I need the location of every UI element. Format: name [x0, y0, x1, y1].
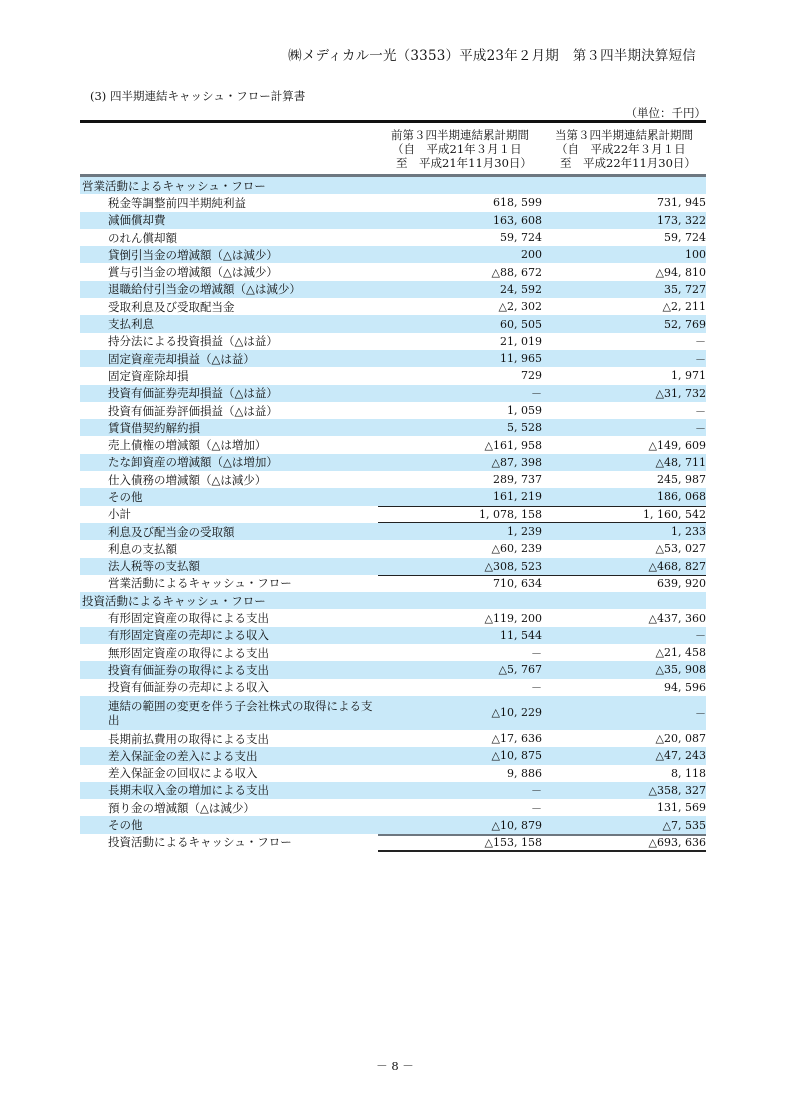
column-headers: [80, 123, 706, 174]
table-row: [80, 229, 706, 246]
row-label: 利息の支払額: [108, 541, 177, 556]
table-row: [80, 436, 706, 453]
value-prev-period: 60, 505: [500, 317, 542, 331]
value-prev-period: △2, 302: [498, 300, 542, 314]
value-current-period: －: [695, 706, 706, 720]
value-prev-period: 1, 078, 158: [479, 507, 542, 521]
value-prev-period: 5, 528: [507, 421, 542, 435]
column-header-prev-line: （自 平成21年３月１日: [392, 142, 522, 156]
value-prev-period: 161, 219: [493, 490, 542, 504]
value-prev-period: △308, 523: [484, 559, 542, 573]
table-row: [80, 419, 706, 436]
table-row: [80, 765, 706, 782]
table-row: [80, 799, 706, 816]
table-row: [80, 402, 706, 419]
value-prev-period: 618, 599: [493, 196, 542, 210]
table-row: [80, 298, 706, 315]
table-row: [80, 212, 706, 229]
value-current-period: △20, 087: [655, 732, 706, 746]
value-prev-period: 710, 634: [493, 576, 542, 590]
table-row: [80, 627, 706, 644]
value-prev-period: △5, 767: [498, 663, 542, 677]
table-row: [80, 263, 706, 280]
section-header-row: [80, 592, 706, 609]
value-prev-period: △60, 239: [491, 542, 542, 556]
table-row: [80, 454, 706, 471]
value-current-period: 1, 233: [671, 525, 706, 539]
table-row: [80, 679, 706, 696]
value-prev-period: 289, 737: [493, 473, 542, 487]
table-row: [80, 661, 706, 678]
value-current-period: △149, 609: [648, 438, 706, 452]
section-title: (3) 四半期連結キャッシュ・フロー計算書: [90, 89, 306, 103]
value-current-period: －: [695, 335, 706, 349]
value-current-period: △48, 711: [655, 455, 706, 469]
value-prev-period: 11, 965: [500, 352, 542, 366]
value-prev-period: －: [531, 387, 542, 401]
column-header-prev-line: 前第３四半期連結累計期間: [391, 128, 529, 142]
value-prev-period: 1, 239: [507, 525, 542, 539]
cash-flow-table: [80, 120, 706, 851]
table-row: [80, 834, 706, 851]
value-prev-period: －: [531, 646, 542, 660]
value-current-period: △31, 732: [655, 386, 706, 400]
table-row: [80, 558, 706, 575]
value-current-period: △437, 360: [648, 611, 706, 625]
table-row: [80, 644, 706, 661]
value-current-period: △468, 827: [648, 559, 706, 573]
value-current-period: △2, 211: [662, 300, 706, 314]
value-prev-period: 1, 059: [507, 404, 542, 417]
value-current-period: △7, 535: [662, 818, 706, 832]
row-label: 持分法による投資損益（△は益）: [108, 334, 278, 349]
table-body: [80, 177, 706, 851]
row-label: 投資有価証券評価損益（△は益）: [108, 403, 278, 418]
table-row: [80, 471, 706, 488]
value-prev-period: －: [531, 784, 542, 798]
label-column-header: [80, 123, 378, 174]
row-label: 仕入債務の増減額（△は減少）: [108, 472, 267, 487]
row-label: 税金等調整前四半期純利益: [108, 195, 246, 210]
table-row: [80, 696, 706, 730]
table-row: [80, 506, 706, 523]
value-current-period: 100: [685, 248, 706, 262]
row-label: 営業活動によるキャッシュ・フロー: [108, 576, 292, 591]
column-header-prev: [378, 123, 542, 174]
table-row: [80, 194, 706, 211]
value-current-period: △21, 458: [655, 646, 706, 660]
value-current-period: △693, 636: [648, 835, 706, 849]
value-prev-period: 200: [521, 248, 542, 262]
value-prev-period: △10, 229: [491, 706, 542, 720]
value-prev-period: －: [531, 801, 542, 815]
row-label: 利息及び配当金の受取額: [108, 524, 235, 539]
value-current-period: 94, 596: [664, 680, 706, 694]
table-row: [80, 730, 706, 747]
row-label: 長期前払費用の取得による支出: [108, 731, 269, 746]
value-current-period: 186, 068: [657, 490, 706, 504]
unit-label: （単位：千円）: [625, 106, 706, 120]
column-header-curr-line: （自 平成22年３月１日: [556, 142, 686, 156]
table-row: [80, 385, 706, 402]
value-current-period: －: [695, 352, 706, 366]
row-label: 受取利息及び受取配当金: [108, 299, 235, 314]
value-prev-period: 9, 886: [507, 766, 542, 780]
section-header-row: [80, 177, 706, 194]
value-prev-period: 59, 724: [500, 231, 542, 245]
row-label: たな卸資産の増減額（△は増加）: [108, 455, 278, 470]
value-current-period: －: [695, 421, 706, 435]
row-label: 賃貸借契約解約損: [108, 420, 200, 435]
value-current-period: 131, 569: [657, 801, 706, 815]
table-row: [80, 523, 706, 540]
row-label: 貸倒引当金の増減額（△は減少）: [108, 247, 278, 262]
column-header-curr-line: 当第３四半期連結累計期間: [555, 128, 693, 142]
row-label: 退職給付引当金の増減額（△は減少）: [108, 282, 301, 297]
row-label: 有形固定資産の取得による支出: [108, 611, 269, 626]
table-row: [80, 315, 706, 332]
value-current-period: －: [695, 629, 706, 643]
value-prev-period: －: [531, 681, 542, 695]
value-prev-period: △87, 398: [491, 455, 542, 469]
table-row: [80, 367, 706, 384]
column-header-curr: [542, 123, 706, 174]
row-label: 減価償却費: [108, 213, 166, 228]
table-row: [80, 488, 706, 505]
row-label: 投資活動によるキャッシュ・フロー: [108, 835, 292, 850]
value-current-period: 639, 920: [657, 576, 706, 590]
row-label: 売上債権の増減額（△は増加）: [108, 438, 267, 453]
row-label: 支払利息: [108, 317, 154, 332]
page-number: － 8 －: [376, 1059, 414, 1073]
value-prev-period: 729: [521, 369, 542, 383]
row-label: 投資有価証券売却損益（△は益）: [108, 386, 278, 401]
row-label: 長期未収入金の増加による支出: [108, 783, 269, 798]
row-label: 固定資産売却損益（△は益）: [108, 351, 255, 366]
row-label: 有形固定資産の売却による収入: [108, 628, 269, 643]
table-row: [80, 333, 706, 350]
value-current-period: △35, 908: [655, 663, 706, 677]
value-prev-period: △10, 875: [491, 749, 542, 763]
row-label: その他: [108, 489, 143, 504]
value-current-period: 173, 322: [657, 213, 706, 227]
value-current-period: 8, 118: [671, 766, 706, 780]
value-prev-period: 21, 019: [500, 334, 542, 348]
row-label: 預り金の増減額（△は減少）: [108, 800, 255, 815]
row-label: 賞与引当金の増減額（△は減少）: [108, 265, 278, 280]
table-row: [80, 609, 706, 626]
row-label: 営業活動によるキャッシュ・フロー: [82, 178, 266, 193]
column-header-curr-line: 至 平成22年11月30日）: [560, 156, 696, 170]
value-current-period: 35, 727: [664, 282, 706, 296]
value-prev-period: △153, 158: [484, 835, 542, 849]
table-row: [80, 246, 706, 263]
row-label: 固定資産除却損: [108, 368, 189, 383]
value-prev-period: △10, 879: [491, 818, 542, 832]
row-label: 投資活動によるキャッシュ・フロー: [82, 593, 266, 608]
value-current-period: 1, 160, 542: [643, 507, 706, 521]
value-prev-period: △161, 958: [484, 438, 542, 452]
value-prev-period: 11, 544: [500, 628, 542, 642]
value-prev-period: △17, 636: [491, 732, 542, 746]
document-header: ㈱メディカル一光（3353）平成23年２月期 第３四半期決算短信: [288, 48, 696, 64]
row-label: 小計: [108, 507, 131, 522]
value-current-period: 59, 724: [664, 231, 706, 245]
row-label: のれん償却額: [108, 230, 177, 245]
table-row: [80, 747, 706, 764]
value-prev-period: 163, 608: [493, 213, 542, 227]
value-current-period: －: [695, 404, 706, 418]
value-current-period: 52, 769: [664, 317, 706, 331]
table-row: [80, 816, 706, 833]
value-current-period: △47, 243: [655, 749, 706, 763]
value-current-period: 731, 945: [657, 196, 706, 210]
value-current-period: 245, 987: [657, 473, 706, 487]
value-prev-period: △88, 672: [491, 265, 542, 279]
table-row: [80, 575, 706, 592]
table-row: [80, 540, 706, 557]
row-label: 法人税等の支払額: [108, 559, 200, 574]
row-label: 連結の範囲の変更を伴う子会社株式の取得による支出: [108, 698, 373, 727]
value-current-period: 1, 971: [671, 369, 706, 383]
table-row: [80, 782, 706, 799]
value-prev-period: 24, 592: [500, 282, 542, 296]
value-current-period: △358, 327: [648, 783, 706, 797]
table-row: [80, 281, 706, 298]
column-header-prev-line: 至 平成21年11月30日）: [396, 156, 532, 170]
value-prev-period: △119, 200: [484, 611, 542, 625]
row-label: 差入保証金の回収による収入: [108, 766, 258, 781]
table-row: [80, 350, 706, 367]
row-label: 差入保証金の差入による支出: [108, 748, 258, 763]
value-current-period: △53, 027: [655, 542, 706, 556]
row-label: 投資有価証券の取得による支出: [108, 662, 269, 677]
row-label: その他: [108, 818, 143, 833]
value-current-period: △94, 810: [655, 265, 706, 279]
row-label: 投資有価証券の売却による収入: [108, 680, 269, 695]
row-label: 無形固定資産の取得による支出: [108, 645, 269, 660]
